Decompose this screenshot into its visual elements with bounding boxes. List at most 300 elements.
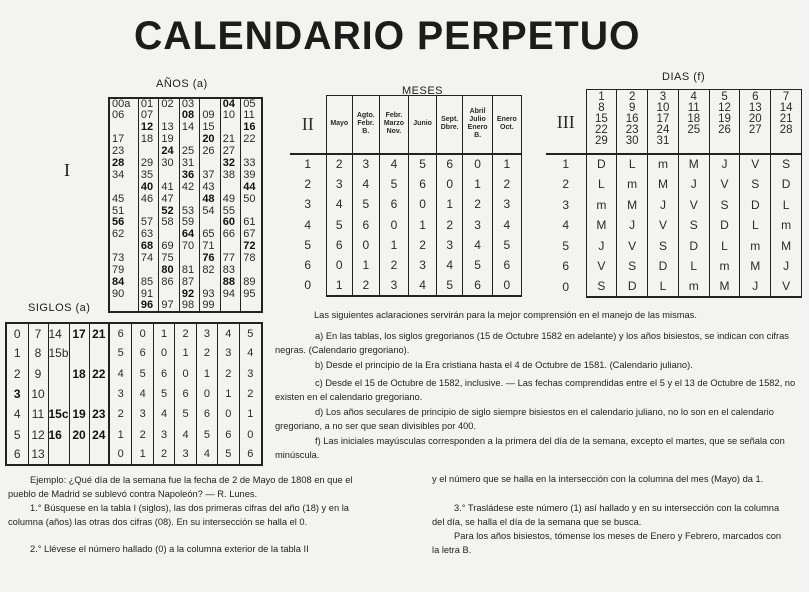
year-cell: 82 [200,265,220,277]
year-cell: 92 [179,288,199,300]
year-cell [241,205,262,217]
meses-value-cell: 0 [492,275,521,295]
table-iii-roman: III [546,90,586,154]
siglo-value-cell: 6 [109,323,132,343]
meses-value-cell: 5 [379,174,409,194]
meses-value-cell: 2 [379,255,409,275]
years-row [109,122,262,134]
year-cell: 08 [179,110,199,122]
meses-value-cell: 0 [326,255,353,275]
century-cell: 14 [48,323,69,343]
weekday-cell: V [771,277,802,298]
year-cell: 44 [241,181,262,193]
century-cell [48,364,69,384]
year-cell: 84 [109,276,138,288]
year-cell: 01 [138,98,158,110]
month-header: Enero Oct. [492,96,521,154]
weekday-cell: M [586,215,617,236]
year-cell: 07 [138,110,158,122]
year-cell: 94 [220,288,240,300]
year-cell [179,193,199,205]
siglo-value-cell: 5 [153,384,174,404]
year-cell: 41 [159,181,179,193]
example-question: Ejemplo: ¿Qué día de la semana fue la fecha de 2 de Mayo de 1808 en que el pueblo de Madrid se sublevó contra Napoleón? — R. Lunes. [8,475,353,499]
siglo-value-cell: 2 [109,404,132,424]
century-cell: 18 [69,364,89,384]
weekday-cell: L [740,215,771,236]
weekday-cell: D [586,154,617,175]
weekday-cell: m [617,174,648,195]
weekday-cell: D [709,215,740,236]
meses-value-cell: 2 [463,194,492,214]
dias-key-cell: 3 [562,197,570,212]
siglo-value-cell: 1 [239,404,262,424]
siglo-value-cell: 3 [109,384,132,404]
year-cell [220,300,240,312]
weekday-cell: J [617,215,648,236]
year-cell: 39 [241,169,262,181]
day-number-header: 3 10 17 24 31 [648,90,679,154]
siglo-value-cell: 4 [218,323,239,343]
year-cell: 32 [220,158,240,170]
year-cell: 64 [179,229,199,241]
meses-value-cell: 0 [409,194,437,214]
meses-row [290,154,522,174]
century-cell: 23 [89,404,109,424]
meses-value-cell: 6 [492,255,521,275]
years-row [109,181,262,193]
siglo-value-cell: 2 [132,424,153,444]
dias-row [546,195,802,216]
siglo-value-cell: 2 [175,323,196,343]
years-table [108,97,263,313]
century-cell: 3 [6,384,28,404]
century-cell: 22 [89,364,109,384]
weekday-cell: L [586,174,617,195]
siglos-row [6,323,262,343]
siglo-value-cell: 0 [109,445,132,465]
weekday-cell: D [648,256,679,277]
meses-key-cell: 0 [304,278,312,293]
year-cell: 45 [109,193,138,205]
year-cell: 78 [241,253,262,265]
meses-value-cell: 3 [353,154,380,174]
month-header: Agto. Febr. B. [353,96,380,154]
siglo-value-cell: 2 [153,445,174,465]
year-cell: 99 [200,300,220,312]
year-cell: 30 [159,158,179,170]
table-i-roman: I [64,160,70,180]
year-cell: 90 [109,288,138,300]
weekday-cell: m [648,154,679,175]
year-cell: 47 [159,193,179,205]
siglos-row [6,343,262,363]
meses-table [290,95,522,297]
weekday-cell: D [740,195,771,216]
year-cell: 04 [220,98,240,110]
century-cell: 19 [69,404,89,424]
siglo-value-cell: 5 [196,424,217,444]
siglo-value-cell: 3 [196,323,217,343]
example-step3: 3.° Trasládese este número (1) así hallado y en su intersección con la columna del día, se halla el día de la semana que se busca. [432,503,780,527]
century-cell: 16 [48,424,69,444]
years-row [109,265,262,277]
weekday-cell: V [617,236,648,257]
weekday-cell: M [678,154,709,175]
dias-key-cell: 0 [562,279,570,294]
century-cell: 9 [28,364,48,384]
year-cell [200,217,220,229]
years-row [109,110,262,122]
year-cell: 13 [159,122,179,134]
year-cell: 71 [200,241,220,253]
meses-value-cell: 2 [353,275,380,295]
century-cell [69,343,89,363]
siglos-row [6,384,262,404]
year-cell: 33 [241,158,262,170]
century-cell [69,445,89,465]
weekday-cell: S [648,236,679,257]
year-cell: 89 [241,276,262,288]
meses-key-cell: 6 [304,258,312,273]
siglo-value-cell: 6 [239,445,262,465]
meses-value-cell: 5 [409,154,437,174]
example-step2-continued: y el número que se halla en la intersección con la columna del mes (Mayo) da 1. [432,474,764,484]
year-cell: 16 [241,122,262,134]
century-cell: 20 [69,424,89,444]
year-cell [241,265,262,277]
meses-value-cell: 3 [326,174,353,194]
meses-value-cell: 5 [436,275,463,295]
year-cell: 85 [138,276,158,288]
siglo-value-cell: 1 [132,445,153,465]
years-row [109,253,262,265]
year-cell [138,265,158,277]
century-cell: 24 [89,424,109,444]
year-cell: 69 [159,241,179,253]
century-cell: 6 [6,445,28,465]
year-cell: 60 [220,217,240,229]
meses-value-cell: 2 [436,214,463,234]
siglo-value-cell: 6 [153,364,174,384]
century-cell: 15c [48,404,69,424]
years-row [109,158,262,170]
year-cell [159,229,179,241]
year-cell: 18 [138,134,158,146]
year-cell: 12 [138,122,158,134]
year-cell: 26 [200,146,220,158]
month-header: Junio [409,96,437,154]
dias-header-row [546,90,802,154]
leap-year-note: Para los años bisiestos, tómense los meses de Enero y Febrero, marcados con la letra B. [432,531,782,555]
meses-value-cell: 5 [353,194,380,214]
weekday-cell: S [771,154,802,175]
day-number-header: 5 12 19 26 [709,90,740,154]
meses-value-cell: 5 [492,235,521,255]
year-cell: 51 [109,205,138,217]
weekday-cell: L [709,236,740,257]
siglo-value-cell: 0 [239,424,262,444]
year-cell [200,98,220,110]
siglo-value-cell: 4 [175,424,196,444]
century-cell: 12 [28,424,48,444]
year-cell: 77 [220,253,240,265]
year-cell: 00a [109,98,138,110]
year-cell [179,134,199,146]
year-cell: 79 [109,265,138,277]
year-cell: 76 [200,253,220,265]
century-cell: 17 [69,323,89,343]
year-cell: 35 [138,169,158,181]
meses-value-cell: 4 [326,194,353,214]
year-cell [220,241,240,253]
meses-value-cell: 0 [463,154,492,174]
years-label: AÑOS (a) [156,78,208,90]
years-row [109,217,262,229]
weekday-cell: J [709,154,740,175]
dias-key-cell: 5 [562,238,570,253]
meses-value-cell: 4 [353,174,380,194]
century-cell: 4 [6,404,28,424]
meses-value-cell: 5 [326,214,353,234]
year-cell: 96 [138,300,158,312]
note-f: f) Las iniciales mayúsculas corresponden a la primera del día de la semana, excepto el martes, que se señala con minúscula. [275,436,785,460]
siglo-value-cell: 6 [132,343,153,363]
years-row [109,241,262,253]
weekday-cell: V [678,195,709,216]
siglo-value-cell: 1 [109,424,132,444]
year-cell: 59 [179,217,199,229]
meses-value-cell: 6 [463,275,492,295]
meses-value-cell: 6 [326,235,353,255]
year-cell: 03 [179,98,199,110]
year-cell: 75 [159,253,179,265]
weekday-cell: D [617,277,648,298]
century-cell: 1 [6,343,28,363]
meses-value-cell: 0 [436,174,463,194]
weekday-cell: m [678,277,709,298]
page-title: CALENDARIO PERPETUO [134,14,641,58]
year-cell: 23 [109,146,138,158]
weekday-cell: L [617,154,648,175]
weekday-cell: J [771,256,802,277]
year-cell: 24 [159,146,179,158]
meses-value-cell: 1 [409,214,437,234]
meses-value-cell: 6 [409,174,437,194]
year-cell: 93 [200,288,220,300]
century-cell: 8 [28,343,48,363]
meses-key-cell: 2 [304,176,312,191]
meses-value-cell: 3 [409,255,437,275]
year-cell: 56 [109,217,138,229]
century-cell [69,384,89,404]
siglo-value-cell: 6 [175,384,196,404]
year-cell: 68 [138,241,158,253]
year-cell [109,300,138,312]
year-cell [159,169,179,181]
weekday-cell: L [771,195,802,216]
year-cell: 97 [159,300,179,312]
meses-value-cell: 1 [492,154,521,174]
dias-row [546,256,802,277]
century-cell: 0 [6,323,28,343]
year-cell [241,146,262,158]
meses-value-cell: 3 [463,214,492,234]
siglo-value-cell: 0 [218,404,239,424]
meses-row [290,174,522,194]
meses-label: MESES [402,85,444,97]
year-cell: 67 [241,229,262,241]
year-cell: 06 [109,110,138,122]
siglo-value-cell: 0 [175,364,196,384]
siglo-value-cell: 4 [239,343,262,363]
year-cell [159,110,179,122]
meses-value-cell: 0 [353,235,380,255]
meses-key-cell: 4 [304,217,312,232]
weekday-cell: m [709,256,740,277]
year-cell [220,181,240,193]
century-cell: 5 [6,424,28,444]
weekday-cell: J [678,174,709,195]
year-cell: 05 [241,98,262,110]
dias-row [546,277,802,298]
siglos-row [6,445,262,465]
year-cell: 46 [138,193,158,205]
year-cell: 38 [220,169,240,181]
year-cell: 81 [179,265,199,277]
century-cell: 13 [28,445,48,465]
siglo-value-cell: 5 [132,364,153,384]
meses-value-cell: 3 [379,275,409,295]
century-cell: 10 [28,384,48,404]
year-cell: 58 [159,217,179,229]
year-cell: 66 [220,229,240,241]
example-step1: 1.° Búsquese en la tabla I (siglos), las dos primeras cifras del año (18) y en la columna (años) las otras dos cifras (08). En su intersección se halla el 0. [8,503,349,527]
siglo-value-cell: 1 [196,364,217,384]
weekday-cell: m [771,215,802,236]
siglo-value-cell: 3 [153,424,174,444]
century-cell [48,384,69,404]
meses-row [290,235,522,255]
dias-row [546,215,802,236]
years-row [109,229,262,241]
year-cell: 29 [138,158,158,170]
year-cell [179,253,199,265]
siglo-value-cell: 6 [218,424,239,444]
meses-row [290,214,522,234]
meses-value-cell: 4 [409,275,437,295]
year-cell: 83 [220,265,240,277]
years-row [109,169,262,181]
year-cell: 10 [220,110,240,122]
notes-intro: Las siguientes aclaraciones servirán para la mejor comprensión en el manejo de las mismas. [314,310,697,320]
years-row [109,193,262,205]
year-cell: 50 [241,193,262,205]
year-cell: 54 [200,205,220,217]
meses-value-cell: 2 [326,154,353,174]
note-d: d) Los años seculares de principio de siglo siempre bisiestos en el calendario juliano, no lo son en el calendario gregoriano, a no ser que sean divisibles por 400. [275,407,774,431]
siglo-value-cell: 0 [153,343,174,363]
meses-value-cell: 6 [436,154,463,174]
dias-label: DIAS (f) [662,71,706,83]
note-b: b) Desde el principio de la Era cristiana hasta el 4 de Octubre de 1581. (Calendario juliano). [315,360,693,370]
years-row [109,205,262,217]
year-cell: 14 [179,122,199,134]
meses-value-cell: 3 [436,235,463,255]
year-cell [138,146,158,158]
weekday-cell: M [740,256,771,277]
month-header: Abril Julio Enero B. [463,96,492,154]
year-cell [138,205,158,217]
meses-value-cell: 1 [326,275,353,295]
years-row [109,300,262,312]
century-cell: 2 [6,364,28,384]
dias-key-cell: 4 [562,218,570,233]
month-header: Mayo [326,96,353,154]
year-cell: 53 [179,205,199,217]
meses-value-cell: 4 [436,255,463,275]
century-cell [89,384,109,404]
year-cell: 72 [241,241,262,253]
note-c: c) Desde el 15 de Octubre de 1582, inclusive. — Las fechas comprendidas entre el 5 y el 13 de Octubre de 1582, no existen en el calendario gregoriano. [275,378,796,402]
year-cell: 52 [159,205,179,217]
table-ii-roman: II [290,96,326,154]
weekday-cell: M [771,236,802,257]
year-cell: 74 [138,253,158,265]
year-cell: 55 [220,205,240,217]
year-cell: 61 [241,217,262,229]
year-cell: 15 [200,122,220,134]
month-header: Febr. Marzo Nov. [379,96,409,154]
weekday-cell: V [740,154,771,175]
year-cell: 43 [200,181,220,193]
year-cell: 65 [200,229,220,241]
year-cell: 63 [138,229,158,241]
siglo-value-cell: 0 [132,323,153,343]
weekday-cell: S [740,174,771,195]
meses-value-cell: 1 [379,235,409,255]
meses-header-row [290,96,522,154]
dias-key-cell: 6 [562,259,570,274]
example-step2: 2.° Llévese el número hallado (0) a la columna exterior de la tabla II [30,544,309,554]
siglo-value-cell: 1 [175,343,196,363]
year-cell: 40 [138,181,158,193]
siglo-value-cell: 5 [218,445,239,465]
year-cell: 28 [109,158,138,170]
century-cell: 11 [28,404,48,424]
weekday-cell: S [709,195,740,216]
weekday-cell: J [648,195,679,216]
day-number-header: 7 14 21 28 [771,90,802,154]
century-cell: 7 [28,323,48,343]
year-cell: 19 [159,134,179,146]
siglo-value-cell: 5 [239,323,262,343]
year-cell: 25 [179,146,199,158]
weekday-cell: J [586,236,617,257]
meses-row [290,255,522,275]
weekday-cell: L [678,256,709,277]
year-cell: 87 [179,276,199,288]
siglo-value-cell: 2 [239,384,262,404]
year-cell: 80 [159,265,179,277]
weekday-cell: m [586,195,617,216]
siglo-value-cell: 6 [196,404,217,424]
siglo-value-cell: 5 [175,404,196,424]
meses-row [290,275,522,295]
weekday-cell: S [586,277,617,298]
weekday-cell: M [648,174,679,195]
year-cell: 98 [179,300,199,312]
